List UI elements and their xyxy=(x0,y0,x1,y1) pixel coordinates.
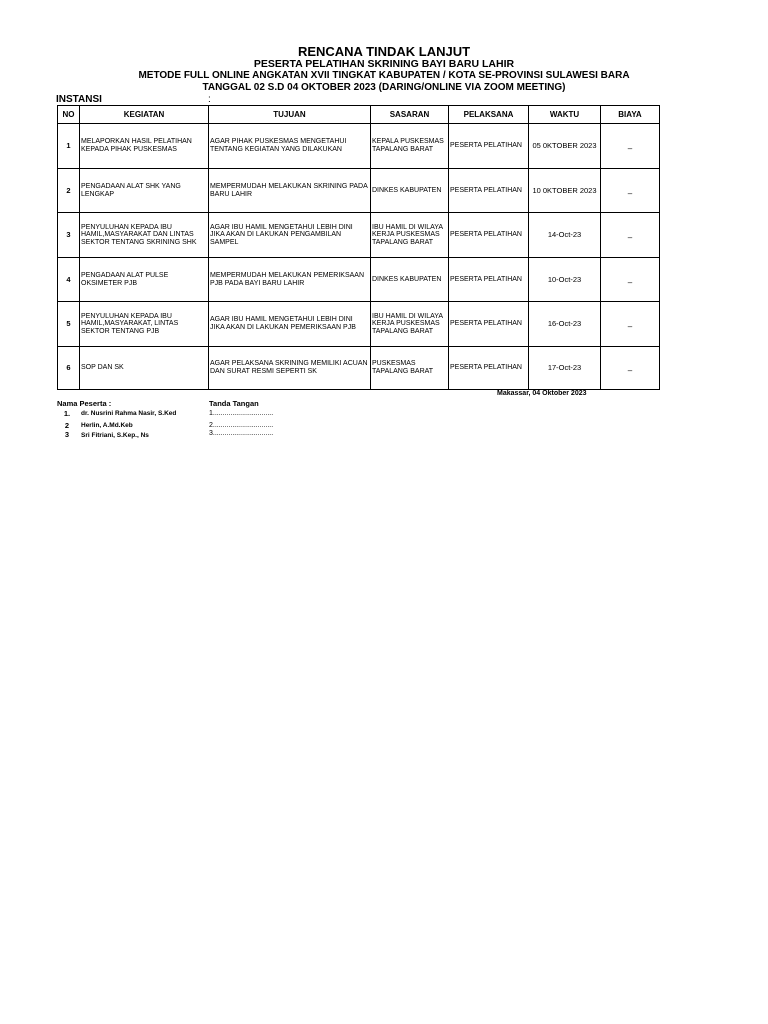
header-biaya: BIAYA xyxy=(601,106,660,124)
document-date-line: TANGGAL 02 S.D 04 OKTOBER 2023 (DARING/ONLINE VIA ZOOM MEETING) xyxy=(202,82,566,93)
place-date: Makassar, 04 Oktober 2023 xyxy=(497,390,587,397)
cell-sasaran: IBU HAMIL DI WILAYA KERJA PUSKESMAS TAPALANG BARAT xyxy=(371,302,449,347)
cell-pelaksana: PESERTA PELATIHAN xyxy=(449,302,529,347)
document-method-line: METODE FULL ONLINE ANGKATAN XVII TINGKAT KABUPATEN / KOTA SE-PROVINSI SULAWESI BARA xyxy=(138,70,630,81)
document-subtitle: PESERTA PELATIHAN SKRINING BAYI BARU LAHIR xyxy=(253,58,515,70)
participant-number: 2 xyxy=(64,421,70,430)
cell-biaya: – xyxy=(601,213,660,258)
cell-tujuan: AGAR IBU HAMIL MENGETAHUI LEBIH DINI JIKA AKAN DI LAKUKAN PEMERIKSAAN PJB xyxy=(209,302,371,347)
cell-biaya: – xyxy=(601,258,660,302)
cell-no: 4 xyxy=(58,258,80,302)
cell-no: 1 xyxy=(58,124,80,169)
header-kegiatan: KEGIATAN xyxy=(80,106,209,124)
cell-biaya: – xyxy=(601,169,660,213)
cell-waktu: 16-Oct-23 xyxy=(529,302,601,347)
header-pelaksana: PELAKSANA xyxy=(449,106,529,124)
cell-sasaran: DINKES KABUPATEN xyxy=(371,169,449,213)
signature-line: 2............................... xyxy=(209,422,274,429)
cell-tujuan: AGAR PIHAK PUSKESMAS MENGETAHUI TENTANG KEGIATAN YANG DILAKUKAN xyxy=(209,124,371,169)
cell-no: 3 xyxy=(58,213,80,258)
cell-no: 5 xyxy=(58,302,80,347)
cell-tujuan: AGAR IBU HAMIL MENGETAHUI LEBIH DINI JIKA AKAN DI LAKUKAN PENGAMBILAN SAMPEL xyxy=(209,213,371,258)
cell-waktu: 10 0KTOBER 2023 xyxy=(529,169,601,213)
table-row xyxy=(58,213,660,258)
table-row xyxy=(58,302,660,347)
table-row xyxy=(58,347,660,390)
cell-biaya: – xyxy=(601,347,660,390)
cell-sasaran: PUSKESMAS TAPALANG BARAT xyxy=(371,347,449,390)
cell-pelaksana: PESERTA PELATIHAN xyxy=(449,124,529,169)
instansi-colon: : xyxy=(208,94,211,105)
cell-tujuan: MEMPERMUDAH MELAKUKAN PEMERIKSAAN PJB PADA BAYI BARU LAHIR xyxy=(209,258,371,302)
cell-pelaksana: PESERTA PELATIHAN xyxy=(449,169,529,213)
table-header-row xyxy=(58,106,660,124)
cell-waktu: 17-Oct-23 xyxy=(529,347,601,390)
cell-pelaksana: PESERTA PELATIHAN xyxy=(449,258,529,302)
cell-biaya: – xyxy=(601,302,660,347)
cell-kegiatan: SOP DAN SK xyxy=(80,347,209,390)
cell-kegiatan: PENYULUHAN KEPADA IBU HAMIL,MASYARAKAT DAN LINTAS SEKTOR TENTANG SKRINING SHK xyxy=(80,213,209,258)
cell-waktu: 10-Oct-23 xyxy=(529,258,601,302)
participant-name: Sri Fitriani, S.Kep., Ns xyxy=(81,432,149,439)
cell-tujuan: MEMPERMUDAH MELAKUKAN SKRINING PADA BARU LAHIR xyxy=(209,169,371,213)
instansi-label: INSTANSI xyxy=(56,94,102,105)
cell-kegiatan: PENGADAAN ALAT PULSE OKSIMETER PJB xyxy=(80,258,209,302)
document-title: RENCANA TINDAK LANJUT xyxy=(297,44,471,59)
nama-peserta-label: Nama Peserta : xyxy=(57,399,112,408)
cell-biaya: – xyxy=(601,124,660,169)
cell-sasaran: DINKES KABUPATEN xyxy=(371,258,449,302)
cell-pelaksana: PESERTA PELATIHAN xyxy=(449,213,529,258)
cell-kegiatan: PENYULUHAN KEPADA IBU HAMIL,MASYARAKAT, LINTAS SEKTOR TENTANG PJB xyxy=(80,302,209,347)
participant-number: 1. xyxy=(63,409,71,418)
cell-tujuan: AGAR PELAKSANA SKRINING MEMILIKI ACUAN DAN SURAT RESMI SEPERTI SK xyxy=(209,347,371,390)
participant-name: Herlin, A.Md.Keb xyxy=(81,422,133,429)
cell-sasaran: IBU HAMIL DI WILAYA KERJA PUSKESMAS TAPALANG BARAT xyxy=(371,213,449,258)
action-plan-table xyxy=(57,105,660,390)
participant-name: dr. Nusrini Rahma Nasir, S.Ked xyxy=(81,410,177,417)
tanda-tangan-label: Tanda Tangan xyxy=(209,399,259,408)
header-waktu: WAKTU xyxy=(529,106,601,124)
cell-waktu: 05 0KTOBER 2023 xyxy=(529,124,601,169)
table-row xyxy=(58,258,660,302)
cell-kegiatan: PENGADAAN ALAT SHK YANG LENGKAP xyxy=(80,169,209,213)
header-tujuan: TUJUAN xyxy=(209,106,371,124)
header-no: NO xyxy=(58,106,80,124)
table-row xyxy=(58,169,660,213)
cell-sasaran: KEPALA PUSKESMAS TAPALANG BARAT xyxy=(371,124,449,169)
table-row xyxy=(58,124,660,169)
cell-pelaksana: PESERTA PELATIHAN xyxy=(449,347,529,390)
signature-line: 3............................... xyxy=(209,430,274,437)
header-sasaran: SASARAN xyxy=(371,106,449,124)
participant-number: 3 xyxy=(64,430,70,439)
cell-waktu: 14-Oct-23 xyxy=(529,213,601,258)
cell-kegiatan: MELAPORKAN HASIL PELATIHAN KEPADA PIHAK PUSKESMAS xyxy=(80,124,209,169)
signature-line: 1............................... xyxy=(209,410,274,417)
cell-no: 6 xyxy=(58,347,80,390)
cell-no: 2 xyxy=(58,169,80,213)
